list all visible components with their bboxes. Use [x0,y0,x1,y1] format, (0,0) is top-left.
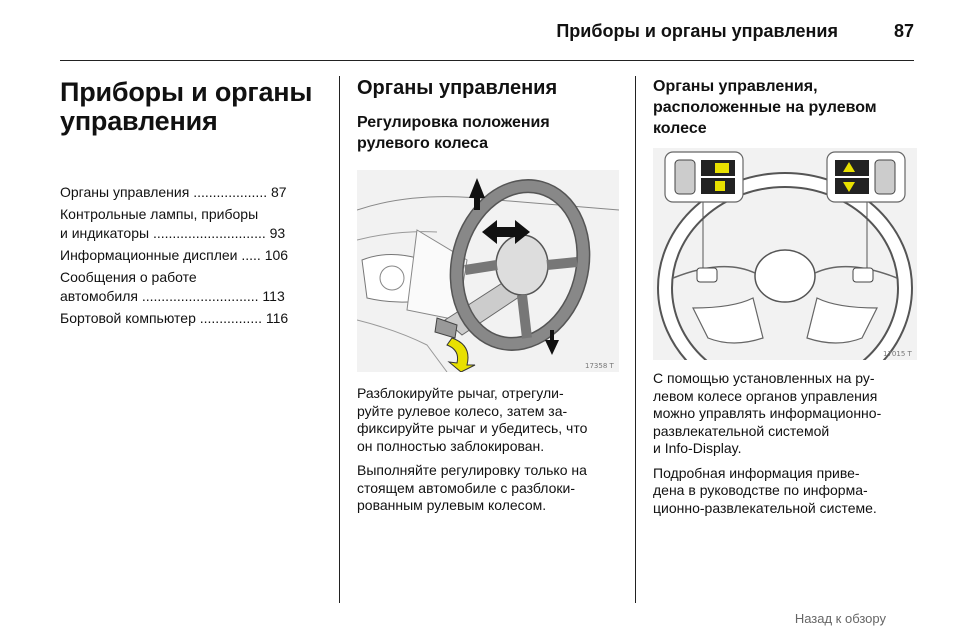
controls-column [357,74,619,154]
steering-adjustment-illustration [357,170,619,372]
subsection-title: Регулировка положения рулевого колеса [357,114,550,152]
toc-link-vehicle-messages[interactable]: Сообщения о работе автомобиля .............................. 113 [60,269,285,304]
page-number: 87 [893,21,914,41]
back-to-overview-link[interactable]: Назад к обзору [794,611,886,626]
steering-adjust-text [357,385,621,522]
toc-link-info-displays[interactable]: Информационные дисплеи ..... 106 [60,247,289,263]
toc-link-controls[interactable]: Органы управления ................... 87 [60,184,287,200]
toc-link-trip-computer[interactable]: Бортовой компьютер ................ 116 [60,310,289,326]
section-title: Органы управления, расположенные на рулевом колесе [653,78,877,137]
running-title: Приборы и органы управления [556,21,838,41]
paragraph: С помощью установленных на ру- левом колесе органов управления можно управлять информационно- развлекательной системой и Info-Display. [653,370,882,456]
page-header [0,0,954,62]
table-of-contents [60,183,322,328]
paragraph: Подробная информация приве- дена в руководстве по информа- ционно-развлекательной системе. [653,464,877,516]
wheel-controls-text [653,370,917,524]
column-divider [339,76,340,603]
column-divider [635,76,636,603]
toc-link-warning-lights[interactable]: Контрольные лампы, приборы и индикаторы ............................. 93 [60,206,286,241]
steering-wheel-controls-illustration [653,148,917,360]
wheel-controls-column [653,74,917,139]
figure-code: 17358 T [585,362,614,370]
figure-code: 17015 T [883,350,912,358]
paragraph: Выполняйте регулировку только на стоящем автомобиле с разблоки- рованным рулевым колесом. [357,462,587,513]
chapter-title: Приборы и органы управления [60,77,313,136]
header-divider [60,60,914,61]
chapter-column [60,74,322,331]
section-title: Органы управления [357,77,558,99]
paragraph: Разблокируйте рычаг, отрегули- руйте рулевое колесо, затем за- фиксируйте рычаг и убедитесь, что он полностью заблокирован. [357,385,588,454]
